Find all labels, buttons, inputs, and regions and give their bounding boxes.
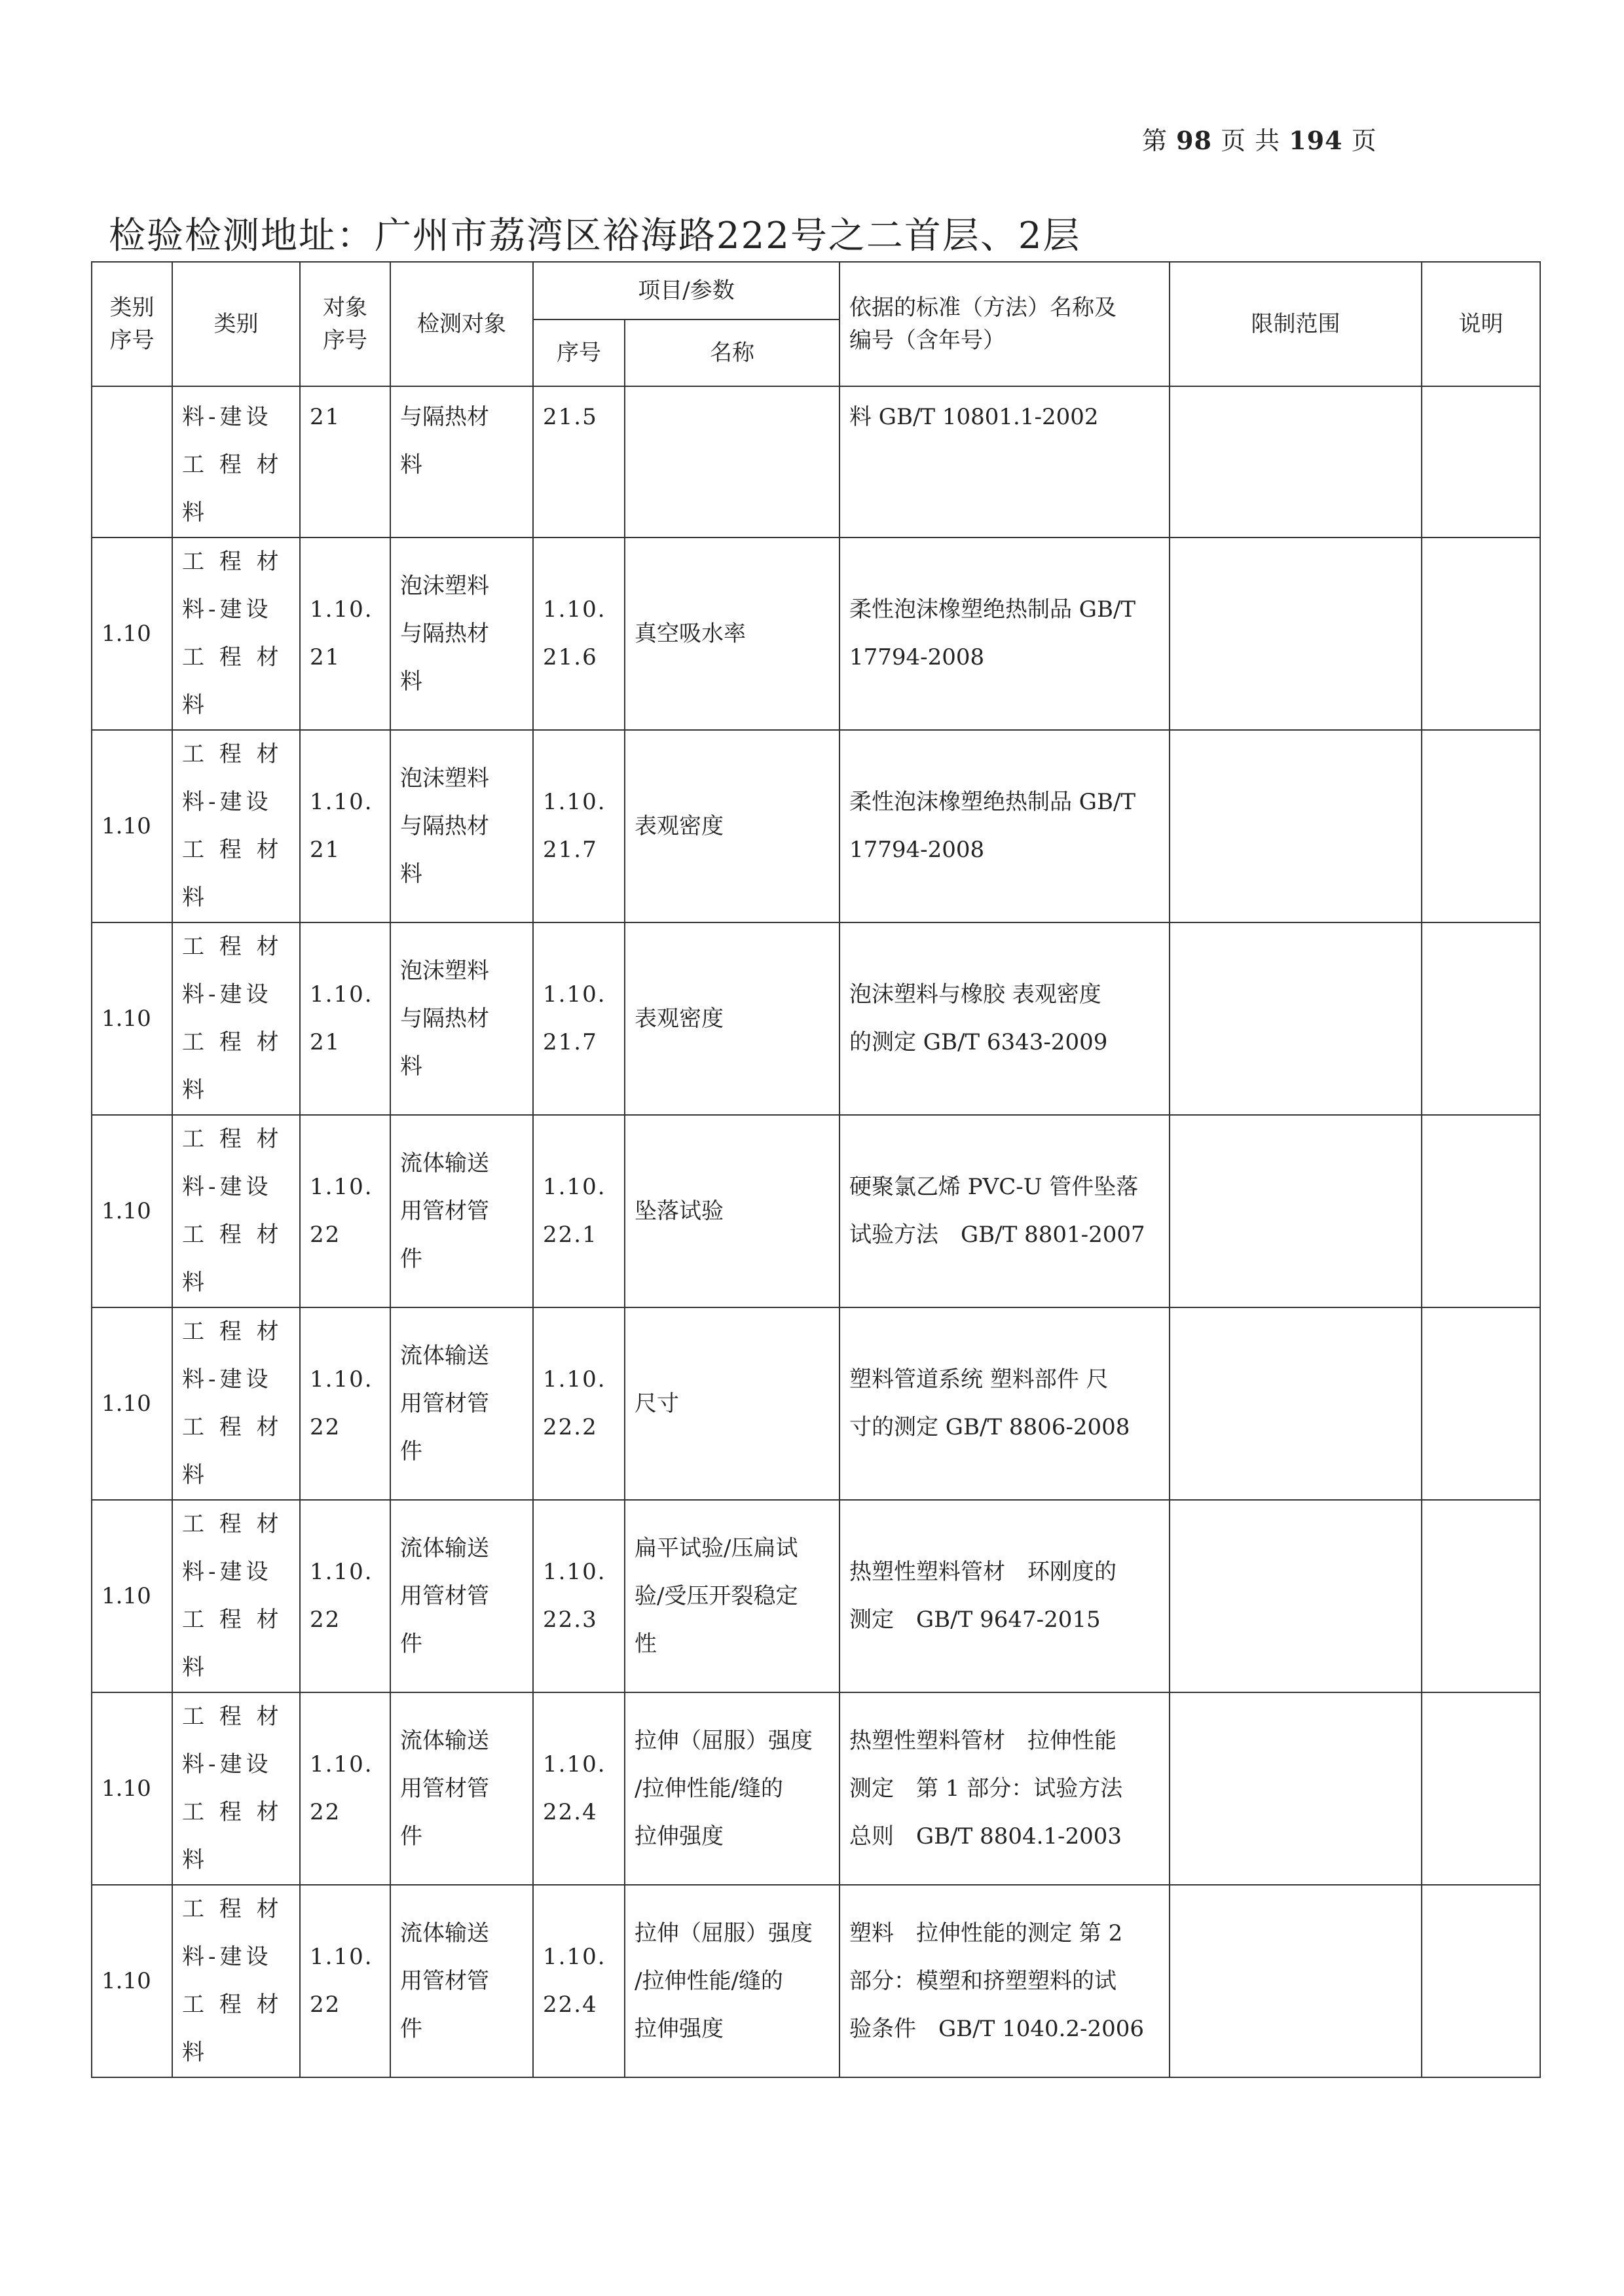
standard-cell-line: 的测定 GB/T 6343-2009: [849, 1029, 1108, 1055]
note-cell: [1422, 1885, 1540, 2077]
category-cell-line: 工 程 材: [182, 644, 283, 670]
item-name-cell-line: 拉伸强度: [635, 2015, 724, 2042]
standard-cell-line: 部分：模塑和挤塑塑料的试: [849, 1967, 1116, 1994]
item-no-cell: [533, 1692, 625, 1885]
standard-cell-line: 塑料管道系统 塑料部件 尺: [849, 1366, 1109, 1393]
standard-cell-line: 热塑性塑料管材 环刚度的: [849, 1559, 1116, 1585]
item-name-cell-line: 验/受压开裂稳定: [635, 1582, 798, 1609]
header-row-1: [92, 262, 1540, 319]
col-note-header: 说明: [1422, 262, 1540, 386]
category-cell-line: 料-建设: [182, 1944, 272, 1970]
item-no-cell-line: 1.10.: [543, 1944, 606, 1970]
note-cell: [1422, 922, 1540, 1115]
item-no-cell: [533, 1307, 625, 1500]
standard-cell: [840, 1500, 1170, 1692]
obj-no-cell-line: 1.10.: [310, 981, 373, 1008]
cat-no-cell: 1.10: [92, 1692, 172, 1885]
standard-cell-line: 柔性泡沫橡塑绝热制品 GB/T: [849, 596, 1136, 623]
category-cell-line: 工 程 材: [182, 1896, 283, 1922]
limit-cell: [1170, 1500, 1422, 1692]
object-cell: [390, 730, 533, 922]
category-cell-line: 工 程 材: [182, 1704, 283, 1730]
category-cell-line: 工 程 材: [182, 452, 283, 478]
cat-no-cell: 1.10: [92, 1500, 172, 1692]
category-cell-line: 工 程 材: [182, 1126, 283, 1152]
category-cell-line: 料: [182, 2039, 208, 2066]
item-no-cell-line: 21.5: [543, 404, 598, 430]
page-number: 第 98 页 共 194 页: [1142, 126, 1377, 155]
obj-no-cell: [300, 1885, 390, 2077]
item-no-cell-line: 1.10.: [543, 596, 606, 623]
object-cell-line: 料: [400, 1053, 422, 1080]
cat-no-cell: 1.10: [92, 1307, 172, 1500]
table-body: [92, 386, 1540, 2077]
item-no-cell-line: 21.7: [543, 837, 598, 863]
standard-cell-line: 17794-2008: [849, 837, 985, 863]
col-item-group-header: 项目/参数: [533, 262, 840, 319]
object-cell-line: 件: [400, 1630, 422, 1657]
scope-table: [91, 261, 1541, 2078]
table-row: [92, 1500, 1540, 1692]
item-name-cell-line: 拉伸（屈服）强度: [635, 1920, 813, 1946]
item-name-cell: [625, 1307, 840, 1500]
category-cell: [172, 538, 300, 730]
standard-cell-line: 泡沫塑料与橡胶 表观密度: [849, 981, 1101, 1008]
category-cell-line: 工 程 材: [182, 1222, 283, 1248]
item-name-cell: [625, 386, 840, 538]
item-no-cell-line: 21.7: [543, 1029, 598, 1055]
note-cell: [1422, 1115, 1540, 1307]
object-cell-line: 用管材管: [400, 1582, 489, 1609]
item-no-cell: [533, 386, 625, 538]
standard-cell: [840, 538, 1170, 730]
cat-no-cell: 1.10: [92, 1885, 172, 2077]
object-cell: [390, 922, 533, 1115]
category-cell-line: 料-建设: [182, 1751, 272, 1777]
col-obj-no-header: 对象 序号: [300, 262, 390, 386]
item-no-cell-line: 22.2: [543, 1414, 598, 1440]
limit-cell: [1170, 922, 1422, 1115]
note-cell: [1422, 1307, 1540, 1500]
object-cell-line: 泡沫塑料: [400, 957, 489, 984]
standard-cell-line: 测定 第 1 部分：试验方法: [849, 1775, 1123, 1802]
object-cell-line: 用管材管: [400, 1775, 489, 1802]
object-cell-line: 料: [400, 452, 422, 478]
category-cell: [172, 1885, 300, 2077]
standard-cell: [840, 1115, 1170, 1307]
item-name-cell: [625, 730, 840, 922]
object-cell: [390, 1885, 533, 2077]
object-cell-line: 料: [400, 860, 422, 887]
item-no-cell-line: 1.10.: [543, 789, 606, 815]
item-name-cell-line: 表观密度: [635, 812, 724, 839]
category-cell: [172, 730, 300, 922]
category-cell-line: 料-建设: [182, 789, 272, 815]
obj-no-cell: [300, 1115, 390, 1307]
category-cell-line: 料: [182, 500, 208, 526]
standard-cell-line: 料 GB/T 10801.1-2002: [849, 404, 1099, 430]
obj-no-cell-line: 1.10.: [310, 1174, 373, 1200]
obj-no-cell-line: 21: [310, 404, 341, 430]
standard-cell: [840, 1885, 1170, 2077]
object-cell: [390, 538, 533, 730]
item-no-cell-line: 22.3: [543, 1607, 598, 1633]
object-cell: [390, 1307, 533, 1500]
item-name-cell-line: 真空吸水率: [635, 620, 746, 647]
object-cell-line: 流体输送: [400, 1150, 489, 1176]
category-cell-line: 工 程 材: [182, 1414, 283, 1440]
object-cell-line: 流体输送: [400, 1920, 489, 1946]
limit-cell: [1170, 730, 1422, 922]
object-cell-line: 件: [400, 1823, 422, 1850]
object-cell-line: 流体输送: [400, 1342, 489, 1369]
item-no-cell-line: 1.10.: [543, 1559, 606, 1585]
category-cell: [172, 1692, 300, 1885]
obj-no-cell-line: 21: [310, 1029, 341, 1055]
table-row: [92, 386, 1540, 538]
standard-cell-line: 试验方法 GB/T 8801-2007: [849, 1222, 1145, 1248]
item-name-cell-line: 尺寸: [635, 1390, 679, 1417]
note-cell: [1422, 1500, 1540, 1692]
item-no-cell: [533, 922, 625, 1115]
category-cell-line: 料: [182, 1077, 208, 1103]
table-row: [92, 922, 1540, 1115]
col-category-header: 类别: [172, 262, 300, 386]
note-cell: [1422, 386, 1540, 538]
item-no-cell-line: 22.4: [543, 1992, 598, 2018]
item-no-cell-line: 1.10.: [543, 981, 606, 1008]
item-name-cell-line: /拉伸性能/缝的: [635, 1967, 783, 1994]
standard-cell-line: 寸的测定 GB/T 8806-2008: [849, 1414, 1130, 1440]
col-limit-header: 限制范围: [1170, 262, 1422, 386]
cat-no-cell: 1.10: [92, 730, 172, 922]
item-name-cell: [625, 1500, 840, 1692]
object-cell-line: 与隔热材: [400, 620, 489, 647]
cat-no-cell: 1.10: [92, 1115, 172, 1307]
obj-no-cell-line: 22: [310, 1222, 341, 1248]
item-no-cell-line: 1.10.: [543, 1751, 606, 1777]
category-cell: [172, 1115, 300, 1307]
object-cell-line: 用管材管: [400, 1197, 489, 1224]
category-cell-line: 工 程 材: [182, 1607, 283, 1633]
object-cell-line: 泡沫塑料: [400, 765, 489, 792]
col-item-name-header: 名称: [625, 319, 840, 386]
table-row: [92, 1307, 1540, 1500]
item-name-cell-line: 扁平试验/压扁试: [635, 1535, 798, 1561]
category-cell: [172, 1500, 300, 1692]
object-cell-line: 泡沫塑料: [400, 572, 489, 599]
standard-cell: [840, 922, 1170, 1115]
item-no-cell-line: 22.4: [543, 1799, 598, 1825]
category-cell-line: 料: [182, 884, 208, 911]
object-cell: [390, 1500, 533, 1692]
item-no-cell: [533, 538, 625, 730]
limit-cell: [1170, 386, 1422, 538]
category-cell: [172, 922, 300, 1115]
category-cell-line: 工 程 材: [182, 1029, 283, 1055]
item-name-cell-line: 拉伸强度: [635, 1823, 724, 1850]
cat-no-cell: 1.10: [92, 538, 172, 730]
obj-no-cell-line: 1.10.: [310, 596, 373, 623]
limit-cell: [1170, 538, 1422, 730]
object-cell-line: 件: [400, 1245, 422, 1272]
table-row: [92, 1692, 1540, 1885]
object-cell: [390, 1115, 533, 1307]
category-cell-line: 工 程 材: [182, 741, 283, 767]
obj-no-cell-line: 1.10.: [310, 789, 373, 815]
category-cell: [172, 386, 300, 538]
limit-cell: [1170, 1692, 1422, 1885]
category-cell-line: 工 程 材: [182, 837, 283, 863]
standard-cell-line: 17794-2008: [849, 644, 985, 670]
obj-no-cell: [300, 1307, 390, 1500]
item-no-cell: [533, 730, 625, 922]
item-no-cell-line: 1.10.: [543, 1366, 606, 1393]
category-cell-line: 料-建设: [182, 596, 272, 623]
item-name-cell-line: 性: [635, 1630, 657, 1657]
category-cell-line: 料-建设: [182, 981, 272, 1008]
object-cell-line: 流体输送: [400, 1727, 489, 1754]
obj-no-cell: [300, 386, 390, 538]
note-cell: [1422, 1692, 1540, 1885]
testing-address: 检验检测地址：广州市荔湾区裕海路222号之二首层、2层: [109, 215, 1081, 257]
standard-cell-line: 柔性泡沫橡塑绝热制品 GB/T: [849, 789, 1136, 815]
obj-no-cell: [300, 538, 390, 730]
category-cell-line: 工 程 材: [182, 549, 283, 575]
object-cell-line: 与隔热材: [400, 404, 489, 430]
category-cell-line: 工 程 材: [182, 1511, 283, 1537]
item-name-cell-line: /拉伸性能/缝的: [635, 1775, 783, 1802]
note-cell: [1422, 538, 1540, 730]
object-cell: [390, 1692, 533, 1885]
category-cell-line: 料-建设: [182, 1559, 272, 1585]
standard-cell: [840, 1307, 1170, 1500]
obj-no-cell-line: 1.10.: [310, 1366, 373, 1393]
object-cell: [390, 386, 533, 538]
item-no-cell: [533, 1885, 625, 2077]
standard-cell-line: 总则 GB/T 8804.1-2003: [849, 1823, 1122, 1850]
item-name-cell: [625, 1885, 840, 2077]
item-no-cell-line: 1.10.: [543, 1174, 606, 1200]
category-cell-line: 工 程 材: [182, 1799, 283, 1825]
obj-no-cell: [300, 922, 390, 1115]
obj-no-cell: [300, 1692, 390, 1885]
category-cell-line: 工 程 材: [182, 1992, 283, 2018]
item-name-cell-line: 表观密度: [635, 1005, 724, 1032]
cat-no-cell: 1.10: [92, 922, 172, 1115]
note-cell: [1422, 730, 1540, 922]
obj-no-cell-line: 1.10.: [310, 1944, 373, 1970]
standard-cell: [840, 730, 1170, 922]
table-row: [92, 730, 1540, 922]
item-no-cell-line: 21.6: [543, 644, 598, 670]
object-cell-line: 件: [400, 2015, 422, 2042]
table-row: [92, 1885, 1540, 2077]
col-item-no-header: 序号: [533, 319, 625, 386]
object-cell-line: 件: [400, 1438, 422, 1465]
category-cell-line: 料-建设: [182, 404, 272, 430]
category-cell-line: 料: [182, 692, 208, 718]
item-name-cell-line: 拉伸（屈服）强度: [635, 1727, 813, 1754]
object-cell-line: 与隔热材: [400, 812, 489, 839]
item-name-cell: [625, 1115, 840, 1307]
standard-cell-line: 塑料 拉伸性能的测定 第 2: [849, 1920, 1123, 1946]
col-object-header: 检测对象: [390, 262, 533, 386]
standard-cell-line: 测定 GB/T 9647-2015: [849, 1607, 1101, 1633]
obj-no-cell-line: 1.10.: [310, 1559, 373, 1585]
category-cell-line: 料: [182, 1654, 208, 1681]
item-name-cell: [625, 1692, 840, 1885]
obj-no-cell-line: 22: [310, 1607, 341, 1633]
limit-cell: [1170, 1115, 1422, 1307]
cat-no-cell: [92, 386, 172, 538]
item-name-cell: [625, 922, 840, 1115]
item-no-cell-line: 22.1: [543, 1222, 598, 1248]
col-standard-header: 依据的标准（方法）名称及 编号（含年号）: [840, 262, 1170, 386]
obj-no-cell-line: 21: [310, 837, 341, 863]
obj-no-cell-line: 21: [310, 644, 341, 670]
category-cell-line: 工 程 材: [182, 934, 283, 960]
limit-cell: [1170, 1885, 1422, 2077]
standard-cell-line: 热塑性塑料管材 拉伸性能: [849, 1727, 1116, 1754]
col-cat-no-header: 类别 序号: [92, 262, 172, 386]
object-cell-line: 流体输送: [400, 1535, 489, 1561]
object-cell-line: 料: [400, 668, 422, 695]
table-row: [92, 538, 1540, 730]
category-cell-line: 料: [182, 1847, 208, 1873]
category-cell-line: 料-建设: [182, 1174, 272, 1200]
obj-no-cell: [300, 730, 390, 922]
category-cell-line: 料: [182, 1462, 208, 1488]
category-cell-line: 料-建设: [182, 1366, 272, 1393]
table-row: [92, 1115, 1540, 1307]
category-cell-line: 料: [182, 1269, 208, 1296]
object-cell-line: 与隔热材: [400, 1005, 489, 1032]
obj-no-cell-line: 22: [310, 1992, 341, 2018]
category-cell: [172, 1307, 300, 1500]
obj-no-cell: [300, 1500, 390, 1692]
category-cell-line: 工 程 材: [182, 1319, 283, 1345]
standard-cell: [840, 1692, 1170, 1885]
item-no-cell: [533, 1500, 625, 1692]
limit-cell: [1170, 1307, 1422, 1500]
standard-cell: [840, 386, 1170, 538]
object-cell-line: 用管材管: [400, 1390, 489, 1417]
item-name-cell: [625, 538, 840, 730]
obj-no-cell-line: 22: [310, 1799, 341, 1825]
standard-cell-line: 硬聚氯乙烯 PVC-U 管件坠落: [849, 1174, 1139, 1200]
standard-cell-line: 验条件 GB/T 1040.2-2006: [849, 2015, 1145, 2042]
obj-no-cell-line: 22: [310, 1414, 341, 1440]
item-name-cell-line: 坠落试验: [635, 1197, 724, 1224]
object-cell-line: 用管材管: [400, 1967, 489, 1994]
item-no-cell: [533, 1115, 625, 1307]
obj-no-cell-line: 1.10.: [310, 1751, 373, 1777]
